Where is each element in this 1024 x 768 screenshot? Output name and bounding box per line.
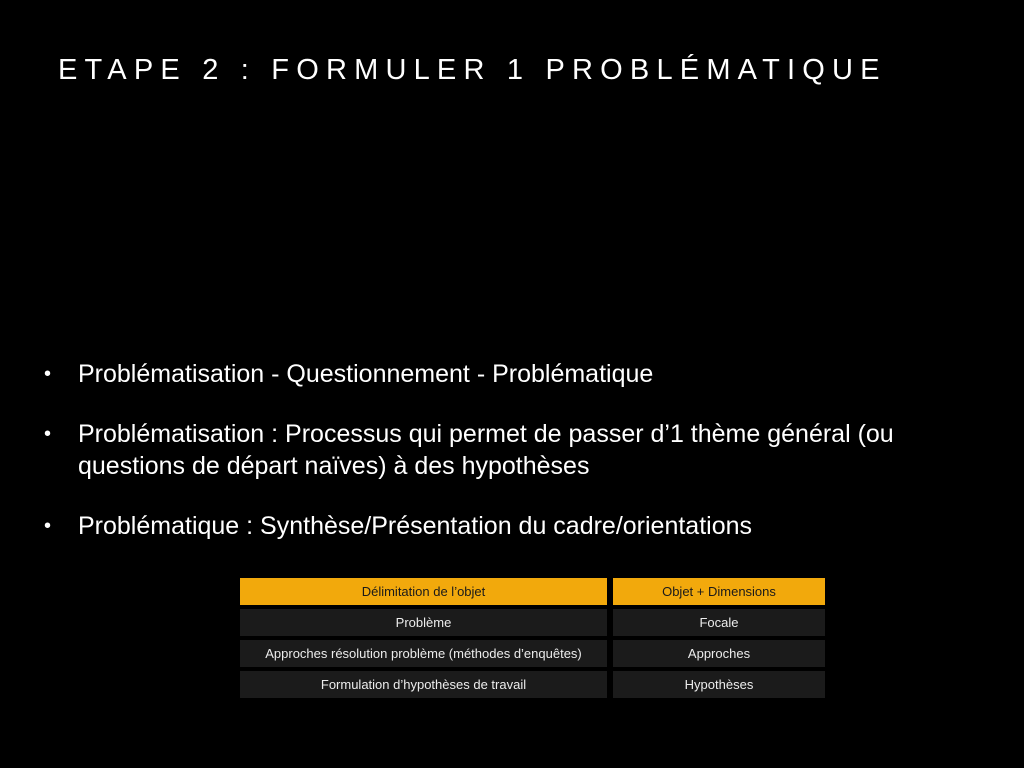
- table-cell-step: Délimitation de l’objet: [240, 578, 607, 605]
- table-row: [240, 640, 825, 667]
- bullet-marker: •: [44, 515, 52, 537]
- bullet-marker: •: [44, 363, 52, 385]
- bullet-item: [44, 510, 944, 542]
- table-cell-step: Approches résolution problème (méthodes d’enquêtes): [240, 640, 607, 667]
- table-row-header: [240, 578, 825, 605]
- bullet-text: Problématisation : Processus qui permet de passer d’1 thème général (ou questions de départ naïves) à des hypothèses: [78, 420, 894, 480]
- bullet-text: Problématique : Synthèse/Présentation du cadre/orientations: [78, 512, 753, 540]
- table-cell-element: Approches: [613, 640, 825, 667]
- bullet-marker: •: [44, 423, 52, 445]
- table-cell-step: Problème: [240, 609, 607, 636]
- bullet-text: Problématisation - Questionnement - Problématique: [78, 360, 654, 388]
- table-row: [240, 609, 825, 636]
- table-cell-element: Focale: [613, 609, 825, 636]
- slide-title: ETAPE 2 : FORMULER 1 PROBLÉMATIQUE: [58, 54, 887, 86]
- table-cell-step: Formulation d’hypothèses de travail: [240, 671, 607, 698]
- framework-table: [240, 578, 825, 702]
- table-cell-element: Objet + Dimensions: [613, 578, 825, 605]
- table-row: [240, 671, 825, 698]
- bullet-item: [44, 418, 944, 482]
- bullet-list: [44, 358, 944, 570]
- table-cell-element: Hypothèses: [613, 671, 825, 698]
- bullet-item: [44, 358, 944, 390]
